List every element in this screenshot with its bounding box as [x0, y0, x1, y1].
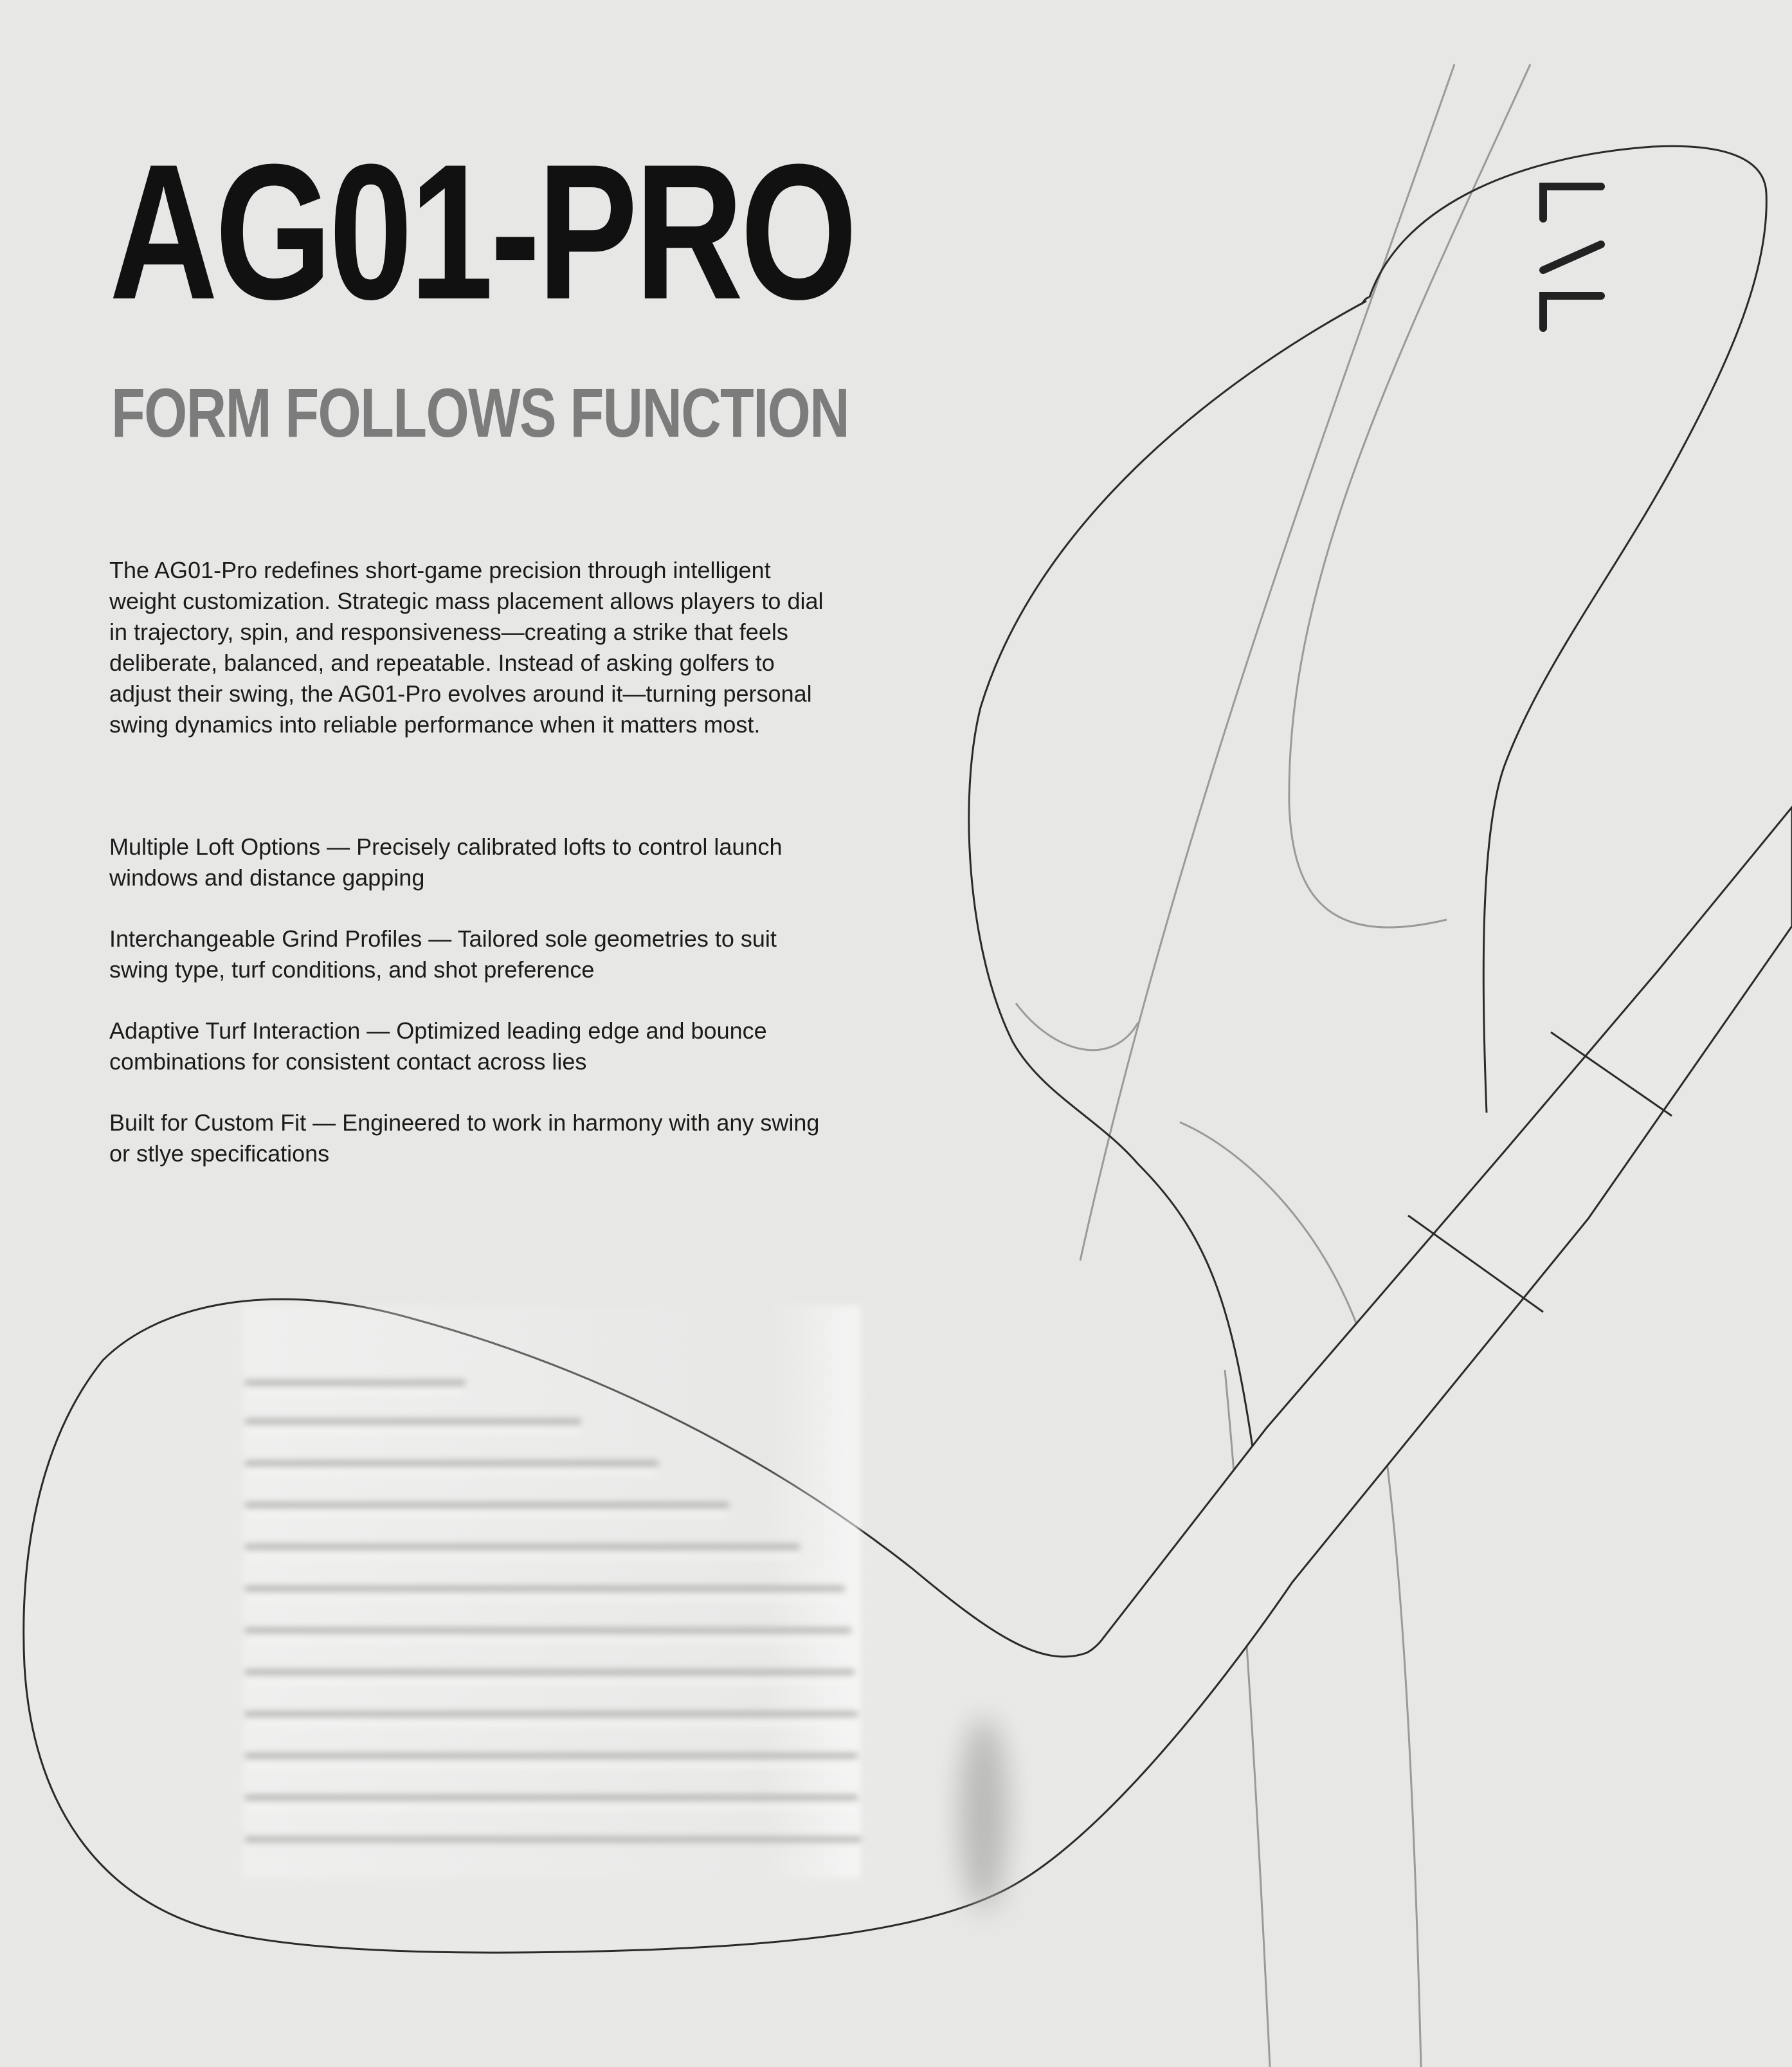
- feature-item: Adaptive Turf Interaction — Optimized leading edge and bounce combinations for consistent contact across lies: [109, 1017, 767, 1075]
- feature-item: Built for Custom Fit — Engineered to work in harmony with any swing or stlye specifications: [109, 1109, 820, 1167]
- feature-item: Multiple Loft Options — Precisely calibrated lofts to control launch windows and distance gapping: [109, 833, 783, 891]
- wedge-back-view: [969, 146, 1766, 1447]
- feature-list: [109, 832, 836, 1199]
- intro-paragraph: The AG01-Pro redefines short-game precision through intelligent weight customization. Strategic mass placement allows players to dial in trajectory, spin, and responsiveness—creating a strike that feels deliberate, balanced, and repeatable. Instead of asking golfers to adjust their swing, the AG01-Pro evolves around it—turning personal swing dynamics into reliable performance when it matters most.: [109, 557, 824, 738]
- back-logo-mark: [1543, 187, 1601, 328]
- page-title: AG01-PRO: [109, 123, 855, 340]
- feature-item: Interchangeable Grind Profiles — Tailored sole geometries to suit swing type, turf conditions, and shot preference: [109, 925, 777, 983]
- hosel-shadow: [959, 1717, 1008, 1910]
- page-subtitle: FORM FOLLOWS FUNCTION: [111, 374, 849, 451]
- groove-face: [243, 1306, 860, 1878]
